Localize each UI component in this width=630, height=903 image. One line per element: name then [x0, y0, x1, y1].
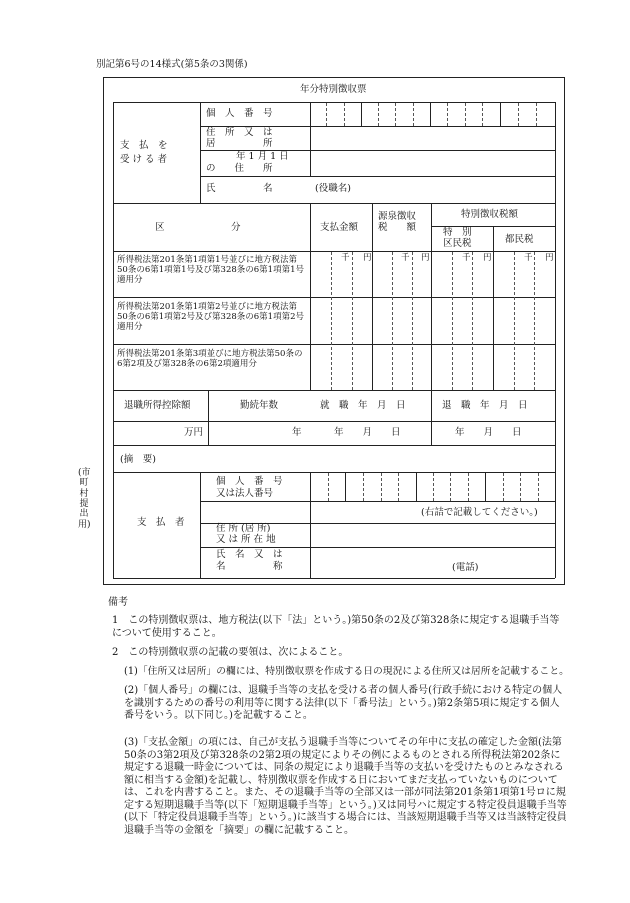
- unit-en: 円: [545, 253, 554, 263]
- recipient-jan1-address-field[interactable]: [311, 151, 554, 176]
- payer-name-field[interactable]: [311, 548, 554, 578]
- recipient-label: 支 払 を 受 け る 者: [120, 140, 168, 166]
- unit-sen: 千: [401, 253, 410, 263]
- recipient-address-field[interactable]: [311, 127, 554, 150]
- recipient-title-note: (役職名): [315, 183, 351, 194]
- retirement-deduction-label: 退職所得控除額: [124, 400, 191, 411]
- payment-header: 支払金額: [320, 222, 359, 233]
- row-category: 所得税法第201条第3項並びに地方税法第50条の6第2項及び第328条の6第2項適用分: [117, 349, 303, 370]
- unit-sen: 千: [341, 253, 350, 263]
- note-2-1: (1)「住所又は居所」の欄には、特別徴収票を作成する日の現況による住所又は居所を記載すること。: [124, 666, 569, 677]
- recipient-name-label: 氏 名: [206, 183, 273, 194]
- note-1: 1 この特別徴収票は、地方税法(以下「法」という。)第50条の2及び第328条に規定する退職手当等について使用すること。: [112, 615, 560, 639]
- withholding-header: 源泉徴収 税 額: [378, 211, 417, 233]
- row-category: 所得税法第201条第1項第2号並びに地方税法第50条の6第1項第2号及び第328条の6第1項第2号適用分: [117, 302, 304, 333]
- special-tax-header: 特別徴収税額: [461, 209, 519, 220]
- retirement-date-field[interactable]: 年 月 日: [455, 427, 522, 438]
- recipient-jan1-label-2: の 住 所: [206, 163, 273, 174]
- recipient-number-label: 個 人 番 号: [206, 108, 273, 119]
- unit-sen: 千: [462, 253, 471, 263]
- special-ward-tax-header: 特 別 区民税: [443, 227, 472, 249]
- payer-address-label-2: 又 は 所 在 地: [216, 534, 276, 545]
- side-note: (市町村提出用): [78, 468, 91, 530]
- note-2-2: (2)「個人番号」の欄には、退職手当等の支払を受ける者の個人番号(行政手続における特定の個人を識別するための番号の利用等に関する法律(以下「番号法」という。)第2条第5項に規定する個人番号をいう。以下同じ。)を記載すること。: [124, 685, 563, 721]
- payer-name-label-1: 氏 名 又 は: [216, 549, 283, 560]
- recipient-address-label-2: 居 所: [206, 138, 273, 149]
- recipient-address-label-1: 住 所 又 は: [206, 127, 273, 138]
- payer-address-field[interactable]: [311, 524, 554, 547]
- metropolitan-tax-header: 都民税: [505, 234, 534, 245]
- recipient-jan1-label-1: 年 1 月 1 日: [236, 151, 289, 162]
- unit-en: 円: [363, 253, 372, 263]
- payer-address-label-1: 住 所 (居 所): [216, 523, 271, 534]
- form-title: 年分特別徴収票: [300, 84, 367, 95]
- note-2-3: (3)「支払金額」の項には、自己が支払う退職手当等についてその年中に支払の確定した金額(法第50条の3第2項及び第328条の2第2項の規定によりその例によるものとされる所得税法第202条に規定する退職一時金については、同条の規定により退職手当等の支払いを受けたものとみなされる額に相当する金額)を記載し、特別徴収票を作成する日においてまだ支払っていないものについては、これを内書すること。また、その退職手当等の全部又は一部が同法第201条第1項第1号ロに規定する短期退職手当等(以下「短期退職手当等」という。)又は同号ハに規定する特定役員退職手当等(以下「特定役員退職手当等」という。)に該当する場合には、当該短期退職手当等又は当該特定役員退職手当等の金額を「摘要」の欄に記載すること。: [124, 737, 567, 836]
- unit-nen: 年: [292, 427, 302, 438]
- payer-label: 支 払 者: [137, 517, 185, 528]
- unit-sen: 千: [524, 253, 533, 263]
- category-header: 区 分: [155, 222, 241, 233]
- memo-label: (摘 要): [120, 454, 156, 465]
- retirement-date-label: 退 職 年 月 日: [442, 400, 528, 411]
- payer-number-label-1: 個 人 番 号: [216, 476, 283, 487]
- right-align-note: (右詰で記載してください。): [421, 507, 538, 518]
- recipient-name-field[interactable]: [380, 177, 554, 203]
- payer-name-label-2: 名 称: [216, 561, 283, 572]
- telephone-label: (電話): [452, 562, 479, 573]
- employment-date-label: 就 職 年 月 日: [320, 400, 406, 411]
- payer-number-label-2: 又は法人番号: [216, 488, 274, 499]
- unit-man-en: 万円: [184, 427, 204, 438]
- unit-en: 円: [483, 253, 492, 263]
- notes-title: 備考: [108, 597, 128, 608]
- unit-en: 円: [421, 253, 430, 263]
- years-of-service-label: 勤続年数: [240, 400, 279, 411]
- row-category: 所得税法第201条第1項第1号並びに地方税法第50条の6第1項第1号及び第328条の6第1項第1号適用分: [117, 255, 304, 286]
- employment-date-field[interactable]: 年 月 日: [334, 427, 401, 438]
- form-header: 別記第6号の14様式(第5条の3関係): [96, 59, 248, 70]
- note-2: 2 この特別徴収票の記載の要領は、次によること。: [112, 647, 349, 658]
